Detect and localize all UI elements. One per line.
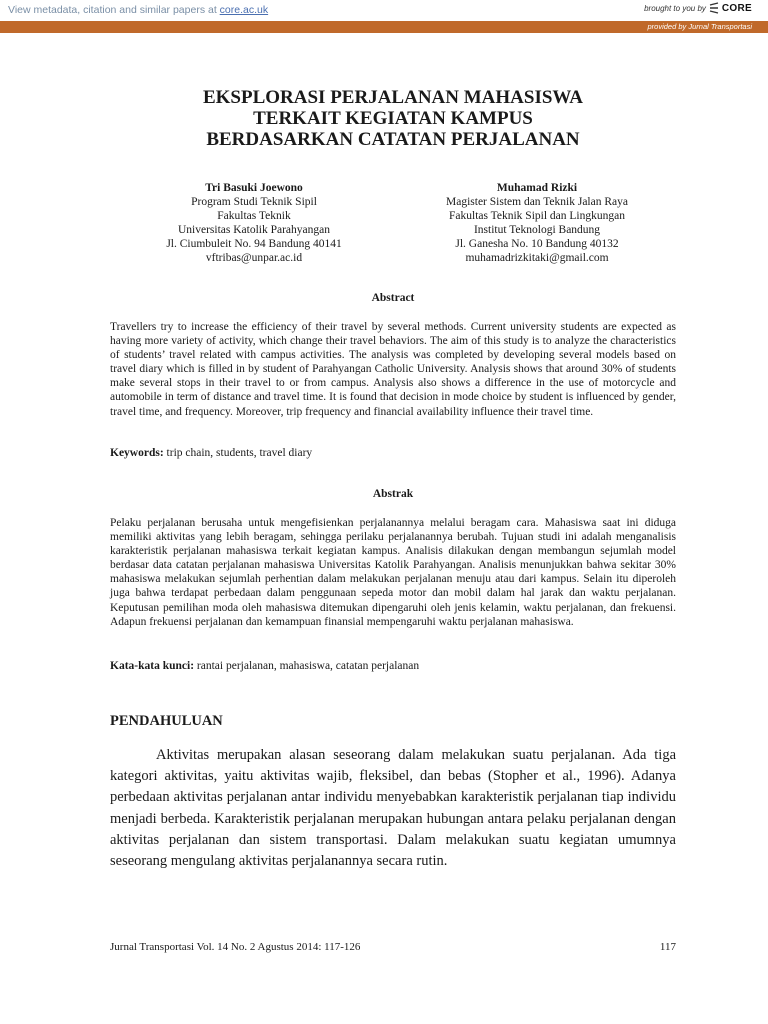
journal-citation: Jurnal Transportasi Vol. 14 No. 2 Agustus 2014: 117-126 — [110, 941, 361, 953]
title-line: BERDASARKAN CATATAN PERJALANAN — [206, 129, 580, 150]
title-line: EKSPLORASI PERJALANAN MAHASISWA — [202, 87, 584, 108]
core-banner — [0, 0, 768, 33]
abstract-text: Travellers try to increase the efficiency of their travel by several methods. Current university students are expected as having more variety of activity, which change their travel behaviors. The aim of this study is to analyze the characteristics of students’ travel related with campus activities. The analysis was completed by developing several models based on travel diary which is filled in by student of Parahyangan Catholic University. Analysis shows that around 30% of students make several stops in their travel to or from campus. Analysis also shows a difference in the use of motorcycle and automobile in term of distance and travel time. It is found that decision in mode choice by student is influenced by gender, travel time, and frequency. Moreover, trip frequency and financial availability influence their travel time. — [110, 321, 676, 418]
kata-kunci-text: rantai perjalanan, mahasiswa, catatan perjalanan — [196, 660, 420, 672]
author-email: vftribas@unpar.ac.id — [205, 252, 303, 264]
author-block-1 — [119, 181, 389, 265]
author-name: Muhamad Rizki — [496, 182, 578, 194]
keywords-label: Keywords: — [110, 447, 164, 459]
author-name: Tri Basuki Joewono — [205, 182, 303, 194]
section-body: Aktivitas merupakan alasan seseorang dalam melakukan suatu perjalanan. Ada tiga kategori aktivitas, yaitu aktivitas wajib, fleksibel, dan bebas (Stopher et al., 1996). Adanya perbedaan aktivitas perjalanan antar individu menyebabkan karakteristik perjalanan tiap individu menjadi berbeda. Karakteristik perjalanan merupakan hubungan antara pelaku perjalanan dengan aktivitas perjalanan dan sistem transportasi. Dalam melakukan suatu kegiatan umumnya seseorang mengulang aktivitas perjalanannya secara rutin. — [110, 747, 676, 870]
core-ac-uk-link[interactable]: core.ac.uk — [219, 4, 269, 16]
core-brand-name: CORE — [721, 2, 752, 14]
core-brand[interactable] — [644, 2, 752, 14]
page-footer — [110, 941, 676, 953]
core-logo-icon — [709, 2, 719, 14]
core-top-bar — [0, 0, 768, 21]
core-metadata-text — [8, 4, 268, 16]
keywords-text: trip chain, students, travel diary — [166, 447, 313, 459]
kata-kunci-label: Kata-kata kunci: — [110, 660, 195, 672]
abstrak-heading: Abstrak — [372, 488, 414, 500]
author-affiliation: Fakultas Teknik — [217, 210, 291, 222]
keywords — [110, 447, 676, 459]
provided-by-text: provided by Jurnal Transportasi — [647, 22, 752, 31]
section-heading: PENDAHULUAN — [110, 713, 223, 729]
core-link-prefix: View metadata, citation and similar papers at — [8, 4, 217, 16]
author-affiliation: Magister Sistem dan Teknik Jalan Raya — [446, 196, 628, 208]
author-email: muhamadrizkitaki@gmail.com — [465, 252, 609, 264]
author-affiliation: Institut Teknologi Bandung — [473, 224, 601, 236]
page-number: 117 — [659, 941, 676, 953]
author-affiliation: Universitas Katolik Parahyangan — [177, 224, 330, 236]
title-line: TERKAIT KEGIATAN KAMPUS — [253, 108, 533, 129]
brought-by-text: brought to you by — [644, 3, 706, 13]
abstract-heading: Abstract — [371, 292, 415, 304]
author-affiliation: Fakultas Teknik Sipil dan Lingkungan — [449, 210, 625, 222]
author-block-2 — [402, 181, 672, 265]
author-affiliation: Program Studi Teknik Sipil — [191, 196, 317, 208]
kata-kunci — [110, 660, 676, 672]
author-address: Jl. Ciumbuleit No. 94 Bandung 40141 — [166, 238, 342, 250]
abstrak-text: Pelaku perjalanan berusaha untuk mengefisienkan perjalanannya melalui beragam cara. Mahasiswa saat ini diduga memiliki aktivitas yang lebih beragam, sehingga perilaku perjalanannya berubah. Tujuan studi ini adalah menganalisis karakteristik perjalanan mahasiswa terkait kegiatan kampus. Analisis dilakukan dengan membangun sejumlah model berdasar data catatan perjalanan mahasiswa Universitas Katolik Parahyangan. Analisis menunjukkan bahwa sekitar 30% mahasiswa melakukan sejumlah perhentian dalam melakukan perjalanan menuju atau dari kampus. Selain itu diperoleh juga bahwa terdapat perbedaan dalam penggunaan sepeda motor dan mobil dalam hal jarak dan waktu perjalanan. Keputusan pemilihan moda oleh mahasiswa ditemukan dipengaruhi oleh jenis kelamin, waktu perjalanan, dan frekuensi. Adapun frekuensi perjalanan dan kemampuan finansial mempengaruhi waktu perjalanan mahasiswa. — [110, 517, 676, 628]
provided-by-strip — [0, 21, 768, 33]
author-address: Jl. Ganesha No. 10 Bandung 40132 — [455, 238, 619, 250]
paper-title — [110, 87, 676, 150]
